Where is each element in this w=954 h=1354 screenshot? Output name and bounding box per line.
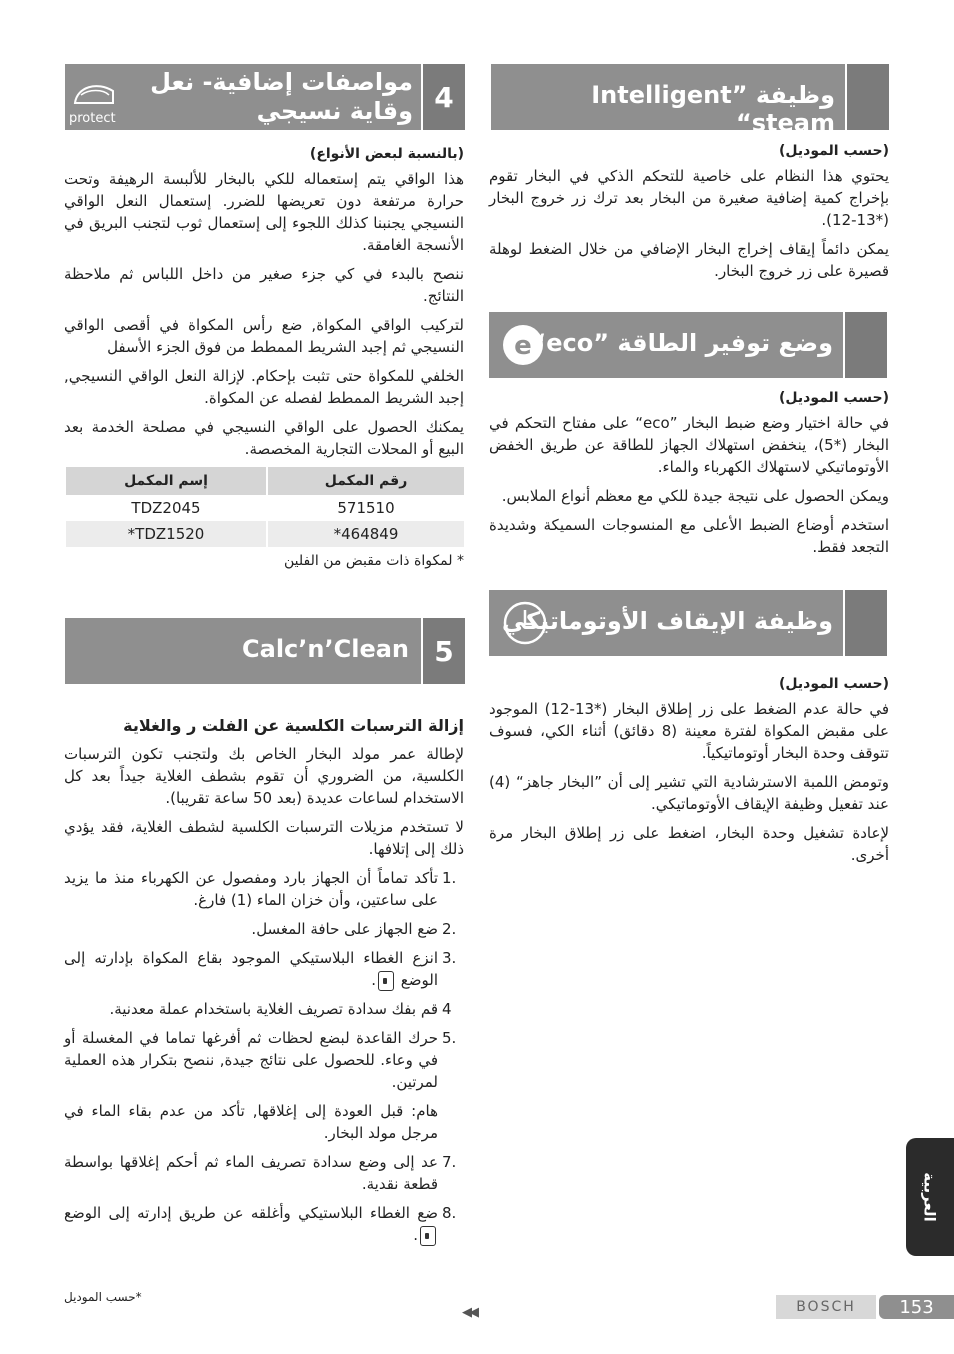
header-accent [843, 590, 887, 656]
section-4-title-line1: مواصفات إضافية- نعل [150, 68, 413, 96]
paragraph: الخلفي للمكواة حتى تثبت بإحكام. لإزالة النعل الواقي النسيجي, إجبد الشريط الممطط لفصله عن المكواة. [64, 367, 464, 407]
section-number: 4 [421, 64, 465, 130]
paragraph: يحتوي هذا النظام على خاصية للتحكم الذكي في البخار تقوم بإخراج كمية إضافية صغيرة من البخار بعد ترك زر خروج البخار (*13-12). [489, 167, 889, 229]
header-accent [843, 312, 887, 378]
paragraph: في حالة اختيار وضع ضبط البخار ”eco“ على مفتاح التحكم في البخار (*5)، ينخفض استهلاك الجهاز للطاقة عن طريق الخفض الأوتوماتيكي لاستهلاك الكهرباء والماء. [489, 414, 889, 476]
table-row [65, 521, 464, 547]
svg-text:e: e [514, 331, 532, 361]
brand-label: BOSCH [776, 1295, 876, 1319]
table-header: رقم المكمل [267, 467, 464, 495]
eco-header [489, 312, 887, 378]
table-cell: 464849* [267, 521, 464, 547]
paragraph: لا تستخدم مزيلات الترسبات الكلسية لشطف الغلاية، فقد يؤدي ذلك إلى إتلافها. [64, 818, 464, 858]
accessory-table [64, 467, 464, 547]
paragraph: ننصح بالبدء في كي جزء صغير من داخل اللباس ثم ملاحظة النتائج. [64, 265, 464, 305]
paragraph: يمكن دائماً إيقاف إخراج البخار الإضافي من خلال الضغط لوهلة قصيرة على زر خروج البخار. [489, 240, 889, 280]
subheading: إزالة الترسبات الكلسية عن الفلت ر والغلاية [123, 716, 464, 735]
paragraph: هذا الواقي يتم إستعماله للكي بالبخار للألبسة الرهيفة وتحت حرارة مرتفعة دون تعريضها للضرر. إستعمال النعل الواقي النسيجي يجنبنا كذلك اللجوء إلى إستعمال ثوب لتجنب البريق في الأنسجة الغامقة. [64, 170, 464, 254]
intelligent-steam-header [491, 64, 889, 137]
table-header: إسم المكمل [65, 467, 267, 495]
list-item: 3. انزع الغطاء البلاستيكي الموجود بقاع المكواة بإدارته إلى الوضع . [64, 949, 457, 989]
paragraph: لإعادة تشغيل وحدة البخار، اضغط على زر إطلاق البخار مرة أخرى. [489, 824, 889, 864]
paragraph: لإطالة عمر مولد البخار الخاص بك ولتجنب تكون الترسبات الكلسية، من الضروري أن تقوم بشطف الغلاية جيداً بعد كل الاستخدام لساعات عديدة (بعد 50 ساعة تقريبا). [64, 745, 464, 807]
steps-list [64, 1151, 464, 1246]
paragraph: وتومض اللمبة الاسترشادية التي تشير إلى أن ”البخار جاهز“ (4) عند تفعيل وظيفة الإيقاف الأوتوماتيكي. [489, 773, 889, 813]
model-tag: (حسب الموديل) [779, 676, 889, 692]
protect-icon-label: protect [69, 111, 116, 126]
list-item: 2. ضع الجهاز على حافة المغسل. [251, 920, 457, 938]
section-4-title [123, 68, 413, 126]
header-accent [845, 64, 889, 130]
paragraph: يمكنك الحصول على الواقي النسيجي في مصلحة الخدمة بعد البيع أو المحلات التجارية المخصصة. [64, 418, 464, 458]
section-number: 5 [421, 618, 465, 684]
table-note: * لمكواة ذات مقبض من الفلين [284, 553, 464, 569]
intelligent-steam-body [489, 143, 889, 289]
section-5-header [65, 618, 465, 684]
eco-title: وضع توفير الطاقة ”eco“ [530, 329, 833, 357]
list-item: 8. ضع الغطاء البلاستيكي وأغلقه عن طريق إدارته إلى الوضع . [64, 1204, 457, 1244]
eco-body [489, 390, 889, 565]
lock-icon [420, 1226, 436, 1246]
section-4-header [65, 64, 465, 130]
list-item: 1. تأكد تماماً أن الجهاز بارد ومفصول عن الكهرباء منذ ما يزيد على ساعتين، وأن خزان الماء (1) فارغ. [64, 869, 457, 909]
list-item: 5. حرك القاعدة لبضع لحظات ثم أفرغها تماما في المغسلة أو في وعاء. للحصول على نتائج جيدة, ننصح بتكرار هذه العملية لمرتين. [64, 1029, 457, 1091]
section-5-body [64, 716, 464, 1253]
section-4-title-line2: وقاية نسيجي [256, 97, 413, 125]
table-header-row [65, 467, 464, 495]
list-item: 7. عد إلى وضع سدادة تصريف الماء ثم أحكم إغلاقها بواسطة قطعة نقدية. [64, 1153, 457, 1193]
section-5-title: Calc’n’Clean [242, 635, 409, 663]
steps-list [64, 867, 464, 1093]
model-tag: (حسب الموديل) [779, 143, 889, 159]
section-4-body [64, 146, 464, 569]
important-note: هام: قبل العودة إلى إغلاقها, تأكد من عدم بقاء الماء في مرجل مولد البخار. [64, 1102, 438, 1142]
model-tag: (حسب الموديل) [779, 390, 889, 406]
paragraph: استخدم أوضاع الضبط الأعلى مع المنسوجات السميكة وشديدة التجعد فقط. [489, 516, 889, 556]
table-cell: 571510 [267, 495, 464, 521]
list-item: 4 قم بفك سدادة تصريف الغلاية باستخدام عملة معدنية. [109, 1000, 452, 1018]
nav-arrows-icon: ◀◀ [462, 1305, 476, 1320]
auto-off-header [489, 590, 887, 656]
paragraph: ويمكن الحصول على نتيجة جيدة للكي مع معظم أنواع الملابس. [501, 487, 889, 505]
table-cell: TDZ2045 [65, 495, 267, 521]
footnote: *حسب الموديل [64, 1290, 142, 1304]
auto-off-title: وظيفة الإيقاف الأوتوماتيكي [501, 607, 833, 635]
auto-off-body [489, 676, 889, 873]
paragraph: في حالة عدم الضغط على زر إطلاق البخار (*13-12) الموجود على مقبض المكواة لفترة معينة (8 دقائق) أثناء الكي، فسوف تتوقف وحدة البخار أوتوماتيكياً. [489, 700, 889, 762]
model-tag: (بالنسبة لبعض الأنواع) [309, 146, 464, 162]
page-number: 153 [879, 1295, 954, 1319]
table-row [65, 495, 464, 521]
unlock-icon [378, 971, 394, 991]
language-tab-label: العربية [921, 1172, 939, 1222]
table-cell: TDZ1520* [65, 521, 267, 547]
intelligent-steam-title: وظيفة ”Intelligent steam“ [591, 81, 835, 137]
language-tab [906, 1138, 954, 1256]
paragraph: لتركيب الواقي المكواة, ضع رأس المكواة في أقصى الواقي النسيجي ثم إجبد الشريط الممطط من فوق الجزء الأسفل [64, 316, 464, 356]
